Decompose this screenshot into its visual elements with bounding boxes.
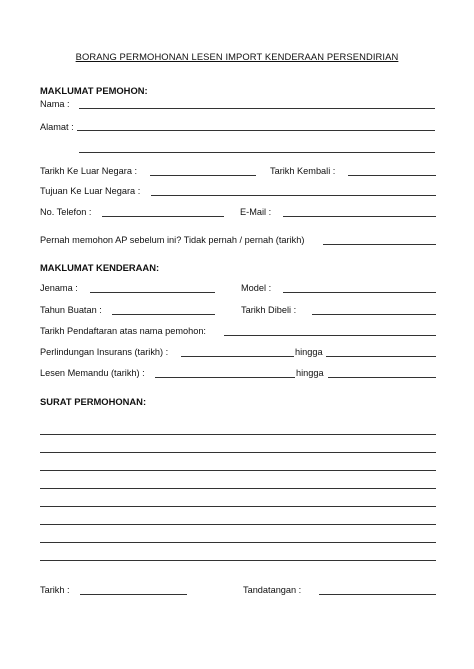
nama-field[interactable]: [79, 108, 435, 109]
pernah-memohon-label: Pernah memohon AP sebelum ini? Tidak pernah / pernah (tarikh): [40, 235, 305, 245]
perlindungan-insurans-label: Perlindungan Insurans (tarikh) :: [40, 347, 169, 357]
letter-line[interactable]: [40, 524, 436, 525]
model-field[interactable]: [283, 292, 436, 293]
tahun-buatan-label: Tahun Buatan :: [40, 305, 102, 315]
form-title: BORANG PERMOHONAN LESEN IMPORT KENDERAAN PERSENDIRIAN: [75, 51, 399, 62]
tarikh-kembali-label: Tarikh Kembali :: [270, 166, 336, 176]
letter-line[interactable]: [40, 434, 436, 435]
insurans-start-field[interactable]: [181, 356, 294, 357]
letter-line[interactable]: [40, 560, 436, 561]
vehicle-section-heading: MAKLUMAT KENDERAAN:: [40, 262, 160, 273]
tarikh-kembali-field[interactable]: [348, 175, 436, 176]
tujuan-label: Tujuan Ke Luar Negara :: [40, 186, 141, 196]
tarikh-pendaftaran-label: Tarikh Pendaftaran atas nama pemohon:: [40, 326, 206, 336]
tujuan-field[interactable]: [151, 195, 436, 196]
pernah-memohon-field[interactable]: [323, 244, 436, 245]
email-field[interactable]: [283, 216, 436, 217]
lesen-end-field[interactable]: [328, 377, 436, 378]
tandatangan-field[interactable]: [319, 594, 436, 595]
applicant-section-heading: MAKLUMAT PEMOHON:: [40, 85, 148, 96]
letter-line[interactable]: [40, 542, 436, 543]
tarikh-ke-luar-negara-label: Tarikh Ke Luar Negara :: [40, 166, 138, 176]
lesen-hingga-label: hingga: [296, 368, 324, 378]
nama-label: Nama :: [40, 99, 70, 109]
telefon-label: No. Telefon :: [40, 207, 92, 217]
letter-line[interactable]: [40, 506, 436, 507]
telefon-field[interactable]: [102, 216, 224, 217]
alamat-label: Alamat :: [40, 122, 74, 132]
email-label: E-Mail :: [240, 207, 272, 217]
alamat-field-line-1[interactable]: [77, 130, 435, 131]
lesen-start-field[interactable]: [155, 377, 295, 378]
insurans-hingga-label: hingga: [295, 347, 323, 357]
tarikh-dibeli-field[interactable]: [312, 314, 436, 315]
tahun-buatan-field[interactable]: [112, 314, 215, 315]
alamat-field-line-2[interactable]: [79, 152, 435, 153]
letter-line[interactable]: [40, 470, 436, 471]
tarikh-dibeli-label: Tarikh Dibeli :: [241, 305, 297, 315]
letter-line[interactable]: [40, 452, 436, 453]
tarikh-field[interactable]: [80, 594, 187, 595]
lesen-memandu-label: Lesen Memandu (tarikh) :: [40, 368, 145, 378]
insurans-end-field[interactable]: [326, 356, 436, 357]
model-label: Model :: [241, 283, 272, 293]
letter-section-heading: SURAT PERMOHONAN:: [40, 396, 147, 407]
tarikh-pendaftaran-field[interactable]: [224, 335, 436, 336]
jenama-label: Jenama :: [40, 283, 78, 293]
jenama-field[interactable]: [90, 292, 215, 293]
letter-line[interactable]: [40, 488, 436, 489]
tarikh-label: Tarikh :: [40, 585, 70, 595]
tarikh-ke-luar-negara-field[interactable]: [150, 175, 256, 176]
tandatangan-label: Tandatangan :: [243, 585, 302, 595]
